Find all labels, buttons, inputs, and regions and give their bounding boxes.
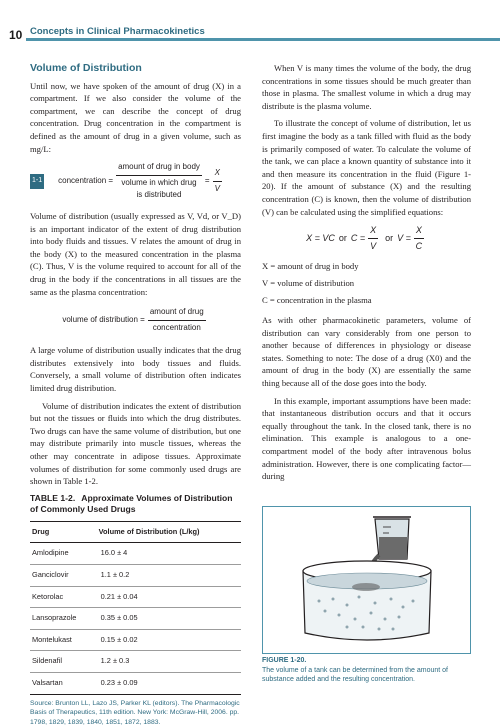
eq1-fraction-2 (213, 167, 222, 195)
table-row (30, 586, 241, 608)
table-cell-volume: 0.23 ± 0.09 (97, 672, 241, 694)
eq1-equals: = (204, 176, 210, 186)
eq3-c-fraction (414, 224, 424, 252)
figure-caption-text: The volume of a tank can be determined from the amount of substance added and the resulting concentration. (262, 666, 448, 683)
table-cell-volume: 1.1 ± 0.2 (97, 565, 241, 587)
table-row (30, 565, 241, 587)
eq1-fraction (116, 161, 202, 202)
eq2-denominator: concentration (152, 322, 201, 332)
table-row (30, 608, 241, 630)
definition-v: V = volume of distribution (262, 277, 355, 288)
table-cell-drug: Amlodipine (30, 543, 97, 565)
table-cell-volume: 0.35 ± 0.05 (97, 608, 241, 630)
paragraph-variability: As with other pharmacokinetic parameters, volume of distribution can vary considerably from one person to another because of differences in physiology or disease states. Something to note: The dose of a drug (X0) and the amount of drug in the body (X) are essentially the same thing because all of the dose goes into the body. (262, 315, 471, 389)
eq2-lhs: volume of distribution = (62, 314, 145, 324)
table-row (30, 543, 241, 565)
paragraph-assumptions: In this example, important assumptions have been made: that instantaneous distribution occurs and that it occurs equally throughout the tank. In the closed tank, there is no elimination. This example is analogous to a one-compartment model of the body after intravenous bolus administration. However, there is one complicating factor—during (262, 395, 471, 482)
variable-definitions (262, 260, 471, 306)
figure-caption (262, 656, 471, 685)
eq3-b-numerator: X (368, 224, 378, 239)
eq3-or-1: or (338, 232, 347, 243)
paragraph-intro: Until now, we have spoken of the amount of drug (X) in a compartment. If we also consider the volume of the compartment, we can describe the concept of drug concentration. Drug concentration in the compartment is defined as the amount of drug in a given volume, such as mg/L: (30, 80, 241, 154)
table-row (30, 672, 241, 694)
table-cell-drug: Valsartan (30, 672, 97, 694)
table-cell-volume: 16.0 ± 4 (97, 543, 241, 565)
header-rule (26, 38, 500, 41)
figure-1-20 (262, 506, 471, 654)
paragraph-plasma-volume: When V is many times the volume of the body, the drug concentrations in some tissues should be much greater than those in plasma. The smallest volume in which a drug may distribute is the plasma volume. (262, 63, 471, 111)
page-header (0, 0, 500, 48)
figure-label: FIGURE 1-20. (262, 657, 307, 664)
equation-badge: 1-1 (30, 174, 44, 189)
definition-x: X = amount of drug in body (262, 261, 359, 272)
beaker-icon (373, 517, 411, 559)
eq1-numerator: amount of drug in body (116, 161, 202, 176)
table-cell-volume: 0.15 ± 0.02 (97, 629, 241, 651)
eq3-or-2: or (385, 232, 394, 243)
eq3-a: X = VC (306, 232, 335, 243)
eq2-fraction (148, 306, 206, 334)
paragraph-volume-definition: Volume of distribution (usually expressed as V, Vd, or V_D) is an important indicator of the extent of drug distribution into body fluids and tissues. V relates the amount of drug in the body (X) to the measured concentration in the plasma (C). Thus, V is the volume required to account for all of the drug in the body if the concentrations in all tissues are the same as the plasma concentration: (30, 210, 241, 297)
eq3-c-denominator: C (415, 240, 423, 251)
paragraph-extent: Volume of distribution indicates the extent of distribution but not the tissues or fluids into which the drug distributes. Two drugs can have the same volume of distribution, but one may distribute primarily into muscle tissues, whereas the other may concentrate in adipose tissues. Approximate volumes of distribution for some commonly used drugs are shown in Table 1-2. (30, 400, 241, 487)
section-title: Volume of Distribution (30, 62, 142, 74)
table-row (30, 651, 241, 673)
table-cell-drug: Montelukast (30, 629, 97, 651)
eq1-numerator-2: X (213, 167, 222, 182)
eq1-denominator: volume in which drug is distributed (121, 177, 197, 200)
table-row (30, 629, 241, 651)
volume-distribution-table (30, 521, 241, 695)
definition-c: C = concentration in the plasma (262, 294, 372, 305)
eq1-denominator-2: V (214, 184, 220, 194)
table-source: Source: Brunton LL, Lazo JS, Parker KL (editors). The Pharmacologic Basis of Therapeutics, 11th edition. New York: McGraw-Hill, 2006. pp. 1798, 1829, 1839, 1840, 1851, 1872, 1883. (30, 699, 240, 726)
table-caption: Approximate Volumes of Distribution of Commonly Used Drugs (30, 492, 233, 514)
tank-illustration (263, 507, 470, 653)
table-header-row (30, 521, 241, 543)
table-cell-drug: Ketorolac (30, 586, 97, 608)
eq2-numerator: amount of drug (148, 306, 206, 321)
equation-1-1 (30, 161, 241, 202)
equation-simplified (262, 224, 471, 252)
eq1-lhs: concentration = (58, 176, 114, 186)
eq3-c-numerator: X (414, 224, 424, 239)
left-column (30, 62, 241, 727)
running-title: Concepts in Clinical Pharmacokinetics (30, 26, 205, 37)
equation-volume (30, 306, 241, 334)
eq3-c-lhs: V = (397, 232, 411, 243)
table-cell-volume: 1.2 ± 0.3 (97, 651, 241, 673)
page-number: 10 (9, 28, 23, 42)
table-header-volume: Volume of Distribution (L/kg) (97, 521, 241, 543)
eq3-b-lhs: C = (350, 232, 366, 243)
table-cell-drug: Ganciclovir (30, 565, 97, 587)
table-header-drug: Drug (30, 521, 97, 543)
eq3-b-fraction (368, 224, 378, 252)
eq3-b-denominator: V (370, 240, 377, 251)
paragraph-large-volume: A large volume of distribution usually indicates that the drug distributes extensively into body tissues and fluids. Conversely, a small volume of distribution often indicates limited drug distribution. (30, 345, 241, 394)
table-number: TABLE 1-2. (30, 492, 76, 503)
table-cell-volume: 0.21 ± 0.04 (97, 586, 241, 608)
tank-icon (303, 561, 431, 640)
table-title (30, 493, 241, 515)
table-cell-drug: Sildenafil (30, 651, 97, 673)
paragraph-tank-illustration: To illustrate the concept of volume of distribution, let us first imagine the body as a tank filled with fluid as the body is primarily composed of water. To calculate the volume of the tank, we can place a known quantity of substance into it and then measure its concentration in the fluid (Figure 1-20). If the amount of substance (X) and the resulting concentration (C) is known, then the volume of distribution (V) can be calculated using the simplified equations: (262, 118, 471, 217)
right-column (262, 62, 471, 488)
table-cell-drug: Lansoprazole (30, 608, 97, 630)
